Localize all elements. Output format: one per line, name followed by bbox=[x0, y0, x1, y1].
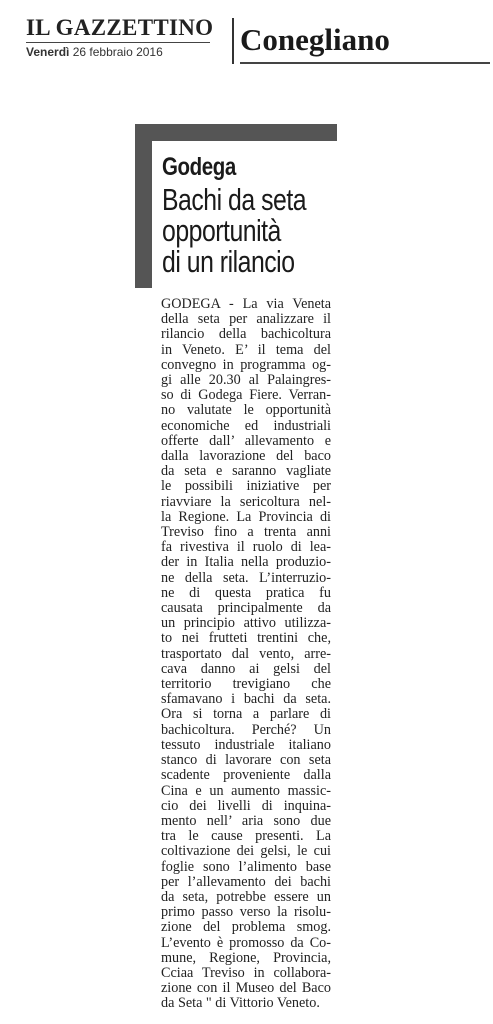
body-line: dalla lavorazione del baco bbox=[161, 449, 331, 465]
body-line: bachicoltura. Perché? Un bbox=[161, 722, 331, 738]
body-line: le possibili iniziative per bbox=[161, 479, 331, 495]
body-line: causata principalmente da bbox=[161, 601, 331, 617]
body-line: foglie sono l’alimento base bbox=[161, 859, 331, 875]
body-line: un principio attivo utilizza- bbox=[161, 616, 331, 632]
body-line: per l’allevamento dei bachi bbox=[161, 874, 331, 890]
body-line: tessuto industriale italiano bbox=[161, 737, 331, 753]
body-line: tra le cause presenti. La bbox=[161, 829, 331, 845]
body-line: no valutate le opportunità bbox=[161, 403, 331, 419]
body-line: economiche ed industriali bbox=[161, 418, 331, 434]
headline-line: Bachi da seta bbox=[162, 182, 307, 217]
headline-line: opportunità bbox=[162, 213, 281, 248]
bracket-top-bar bbox=[135, 124, 337, 141]
article-kicker: Godega bbox=[162, 153, 236, 181]
body-line: stanco di lavorare con seta bbox=[161, 753, 331, 769]
issue-date-text: 26 febbraio 2016 bbox=[72, 45, 163, 59]
issue-weekday: Venerdì bbox=[26, 45, 70, 59]
body-line: zione con il Museo del Baco bbox=[161, 981, 331, 997]
body-line: da seta, potrebbe essere un bbox=[161, 889, 331, 905]
article-headline bbox=[162, 184, 306, 277]
body-line: zione del problema smog. bbox=[161, 920, 331, 936]
body-line: gi alle 20.30 al Palaingres- bbox=[161, 373, 331, 389]
body-line: L’evento è promosso da Co- bbox=[161, 935, 331, 951]
body-line: la Regione. La Provincia di bbox=[161, 509, 331, 525]
bracket-left-bar bbox=[135, 124, 152, 288]
body-line: da Seta " di Vittorio Veneto. bbox=[161, 996, 320, 1012]
body-line: ne della seta. L’interruzio- bbox=[161, 570, 331, 586]
body-line: so di Godega Fiere. Verran- bbox=[161, 388, 331, 404]
body-line: ne di questa pratica fu bbox=[161, 585, 331, 601]
body-line: della seta per analizzare il bbox=[161, 312, 331, 328]
body-line: Ora si torna a parlare di bbox=[161, 707, 331, 723]
body-line: to nei frutteti trentini che, bbox=[161, 631, 331, 647]
issue-date bbox=[26, 42, 210, 59]
body-line: in Veneto. E’ il tema del bbox=[161, 342, 331, 358]
body-line: GODEGA - La via Veneta bbox=[161, 297, 331, 312]
body-line: Cciaa Treviso in collabora- bbox=[161, 965, 331, 981]
body-line: da seta e saranno vagliate bbox=[161, 464, 331, 480]
headline-line: di un rilancio bbox=[162, 244, 295, 279]
body-line: convegno in programma og- bbox=[161, 357, 331, 373]
header-rule bbox=[240, 62, 490, 64]
newspaper-name: IL GAZZETTINO bbox=[26, 15, 214, 40]
body-line: mune, Regione, Provincia, bbox=[161, 950, 331, 966]
body-line: Treviso fino a trenta anni bbox=[161, 525, 331, 541]
body-line: offerte dall’ allevamento e bbox=[161, 433, 331, 449]
body-line: sfamavano i bachi da seta. bbox=[161, 692, 331, 708]
body-line: der in Italia nella produzio- bbox=[161, 555, 331, 571]
body-line: Cina e un aumento massic- bbox=[161, 783, 331, 799]
section-divider bbox=[232, 18, 234, 64]
article-body bbox=[161, 297, 331, 1012]
body-line: territorio trevigiano che bbox=[161, 677, 331, 693]
body-line: rilancio della bachicoltura bbox=[161, 327, 331, 343]
body-line: fa rivestiva il ruolo di lea- bbox=[161, 540, 331, 556]
body-line: primo passo verso la risolu- bbox=[161, 905, 331, 921]
body-line: cava danno ai gelsi del bbox=[161, 661, 331, 677]
body-line: scadente proveniente dalla bbox=[161, 768, 331, 784]
body-line: cio dei livelli di inquina- bbox=[161, 798, 331, 814]
body-line: trasportato dal vento, arre- bbox=[161, 646, 331, 662]
body-line: mento nell’ aria sono due bbox=[161, 813, 331, 829]
masthead bbox=[26, 16, 236, 59]
section-name: Conegliano bbox=[240, 22, 390, 57]
body-line: riavviare la sericoltura nel- bbox=[161, 494, 331, 510]
body-line: coltivazione dei gelsi, le cui bbox=[161, 844, 331, 860]
